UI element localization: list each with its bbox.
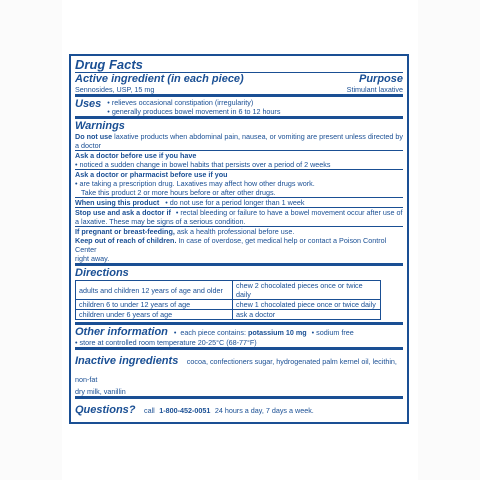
table-row <box>76 281 381 300</box>
directions-dose: ask a doctor <box>233 310 381 320</box>
questions-title: Questions? <box>75 404 136 416</box>
stop-use-item-cont: a laxative. These may be signs of a serious condition. <box>75 217 246 226</box>
active-ingredient-header: Active ingredient (in each piece) <box>75 73 244 85</box>
warnings-title: Warnings <box>75 120 125 132</box>
right-page-edge <box>418 0 480 480</box>
left-page-edge <box>0 0 62 480</box>
other-info-potassium: potassium 10 mg <box>247 328 307 337</box>
stop-use-warning <box>75 207 403 226</box>
inactive-ingredients-title: Inactive ingredients <box>75 355 179 367</box>
ask-doctor-warning <box>75 150 403 169</box>
when-using-label: When using this product <box>75 198 160 207</box>
drug-facts-title: Drug Facts <box>75 57 143 72</box>
questions-phone: 1-800-452-0051 <box>159 406 211 415</box>
other-information-title: Other information <box>75 326 168 338</box>
when-using-item: • do not use for a period longer than 1 week <box>165 198 304 207</box>
ask-pharmacist-item: • are taking a prescription drug. Laxatives may affect how other drugs work. <box>75 179 403 188</box>
stop-use-item: • rectal bleeding or failure to have a bowel movement occur after use of <box>176 208 403 217</box>
ingredient-name: Sennosides, USP, 15 mg <box>75 85 155 94</box>
do-not-use-text-cont: a doctor <box>75 141 101 150</box>
do-not-use-warning <box>75 132 403 141</box>
questions-call: call <box>143 406 155 415</box>
directions-section <box>75 263 403 320</box>
ingredient-row <box>75 85 403 94</box>
ask-pharmacist-label: Ask a doctor or pharmacist before use if you <box>75 170 228 179</box>
directions-dose: chew 2 chocolated pieces once or twice daily <box>233 281 381 300</box>
keep-out-label: Keep out of reach of children. <box>75 236 177 245</box>
directions-table <box>75 280 381 320</box>
ask-doctor-label: Ask a doctor before use if you have <box>75 151 197 160</box>
other-info-item <box>174 328 307 337</box>
other-info-sodium: • sodium free <box>312 328 354 337</box>
pregnancy-warning <box>75 226 403 263</box>
do-not-use-text: laxative products when abdominal pain, nausea, or vomiting are present unless directed by <box>114 132 404 141</box>
do-not-use-label: Do not use <box>75 132 113 141</box>
other-information-section <box>75 322 403 347</box>
directions-title: Directions <box>75 267 129 279</box>
drug-facts-panel <box>69 54 409 424</box>
ask-pharmacist-item-cont: Take this product 2 or more hours before or after other drugs. <box>81 188 276 197</box>
when-using-warning <box>75 197 403 207</box>
other-info-storage: • store at controlled room temperature 20-25°C (68-77°F) <box>75 338 403 347</box>
questions-section <box>75 396 403 418</box>
inactive-ingredients-text: cocoa, confectioners sugar, hydrogenated palm kernel oil, lecithin, non-fat <box>75 357 397 384</box>
uses-section <box>75 94 403 116</box>
pregnant-text: ask a health professional before use. <box>176 227 295 236</box>
uses-item: • relieves occasional constipation (irregularity) <box>107 98 280 107</box>
table-row <box>76 300 381 310</box>
ingredient-purpose: Stimulant laxative <box>346 85 403 94</box>
uses-title: Uses <box>75 98 102 110</box>
other-info-item-pre: each piece contains: <box>180 328 246 337</box>
directions-dose: chew 1 chocolated piece once or twice daily <box>233 300 381 310</box>
active-ingredient-header-row <box>75 72 403 85</box>
uses-item: • generally produces bowel movement in 6 to 12 hours <box>107 107 280 116</box>
warnings-section <box>75 116 403 263</box>
questions-hours: 24 hours a day, 7 days a week. <box>214 406 314 415</box>
directions-age: children 6 to under 12 years of age <box>76 300 233 310</box>
inactive-ingredients-section <box>75 347 403 396</box>
table-row <box>76 310 381 320</box>
directions-age: adults and children 12 years of age and older <box>76 281 233 300</box>
keep-out-text: In case of overdose, get medical help or contact a Poison Control Center <box>75 236 387 254</box>
pregnant-label: If pregnant or breast-feeding, <box>75 227 175 236</box>
ask-doctor-item: • noticed a sudden change in bowel habits that persists over a period of 2 weeks <box>75 160 403 169</box>
stop-use-label: Stop use and ask a doctor if <box>75 208 171 217</box>
purpose-header: Purpose <box>358 73 403 85</box>
ask-pharmacist-warning <box>75 169 403 197</box>
keep-out-text-cont: right away. <box>75 254 110 263</box>
directions-age: children under 6 years of age <box>76 310 233 320</box>
inactive-ingredients-text-cont: dry milk, vanillin <box>75 387 126 396</box>
